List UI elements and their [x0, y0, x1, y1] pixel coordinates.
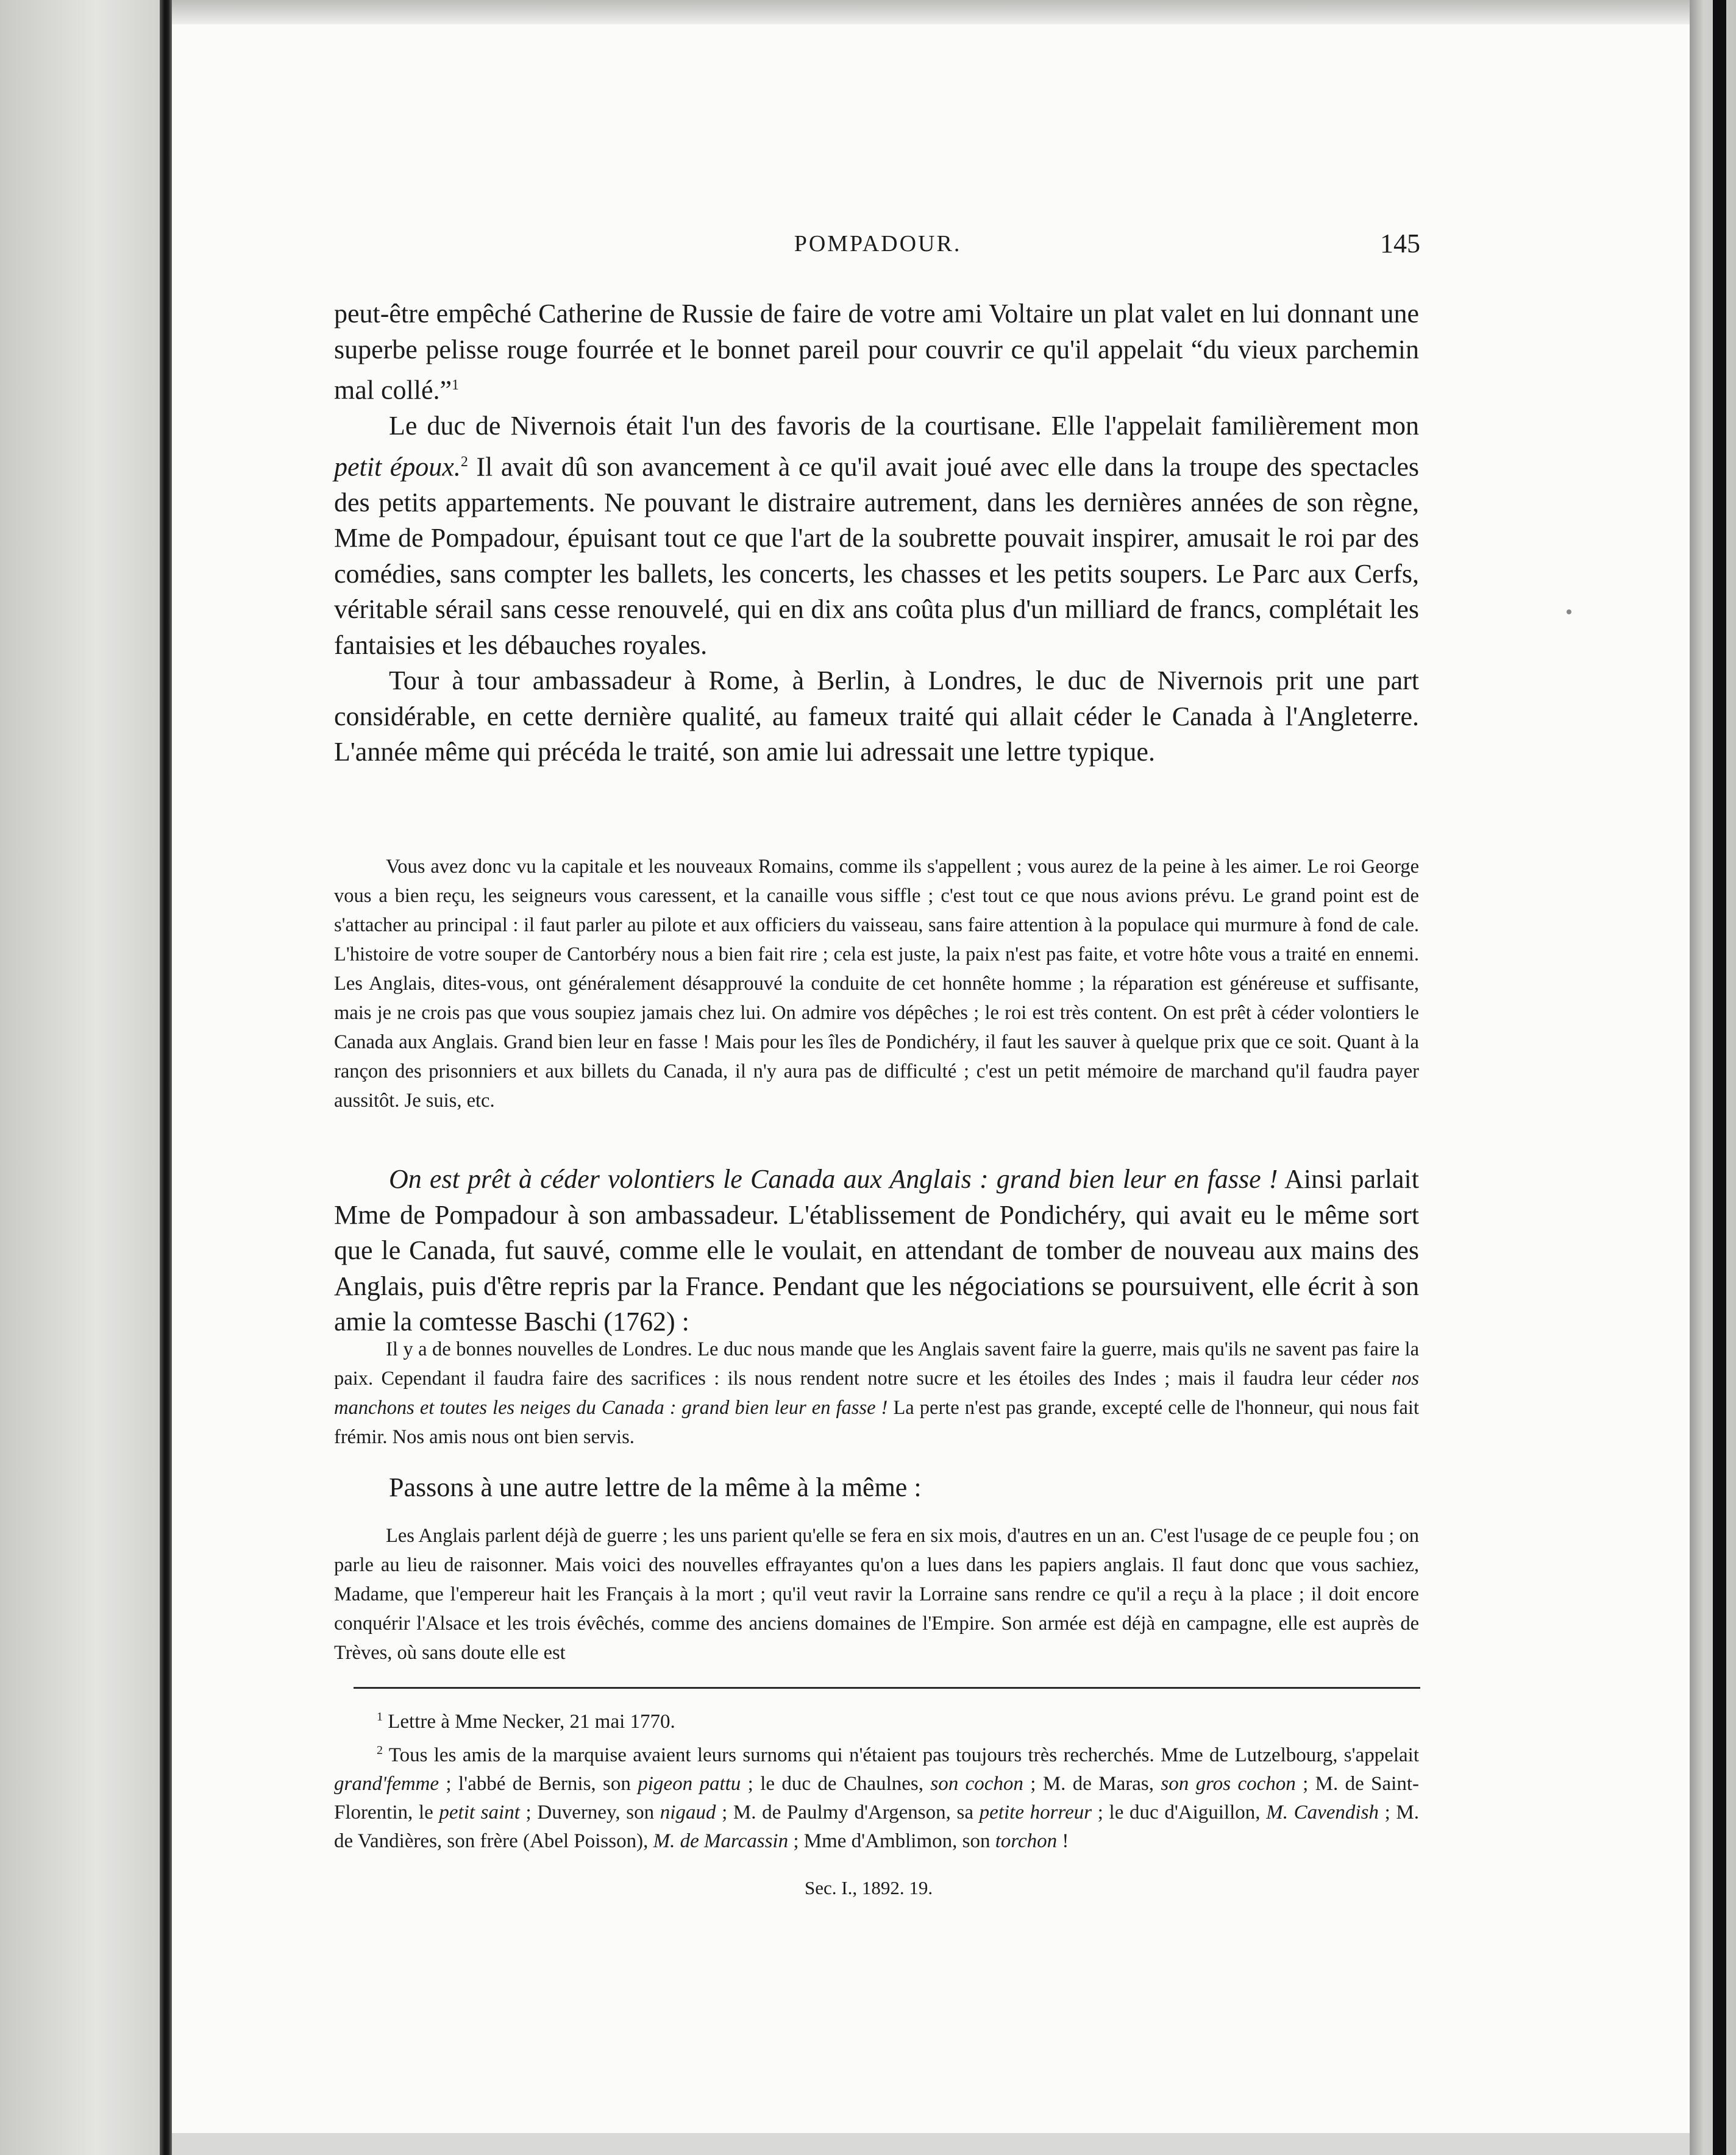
letter-quote-1-text: Vous avez donc vu la capitale et les nouveaux Romains, comme ils s'appellent ; vous aurez de la peine à les aimer. Le roi George vous a bien reçu, les seigneurs vous caressent, et la canaille vous siffle ; c'est tout ce que nous avions prévu. Le grand point est de s'attacher au principal : il faut parler au pilote et aux officiers du vaisseau, sans faire attention à la populace qui murmure à fond de cale. L'histoire de votre souper de Cantorbéry nous a bien fait rire ; cela est juste, la paix n'est pas faite, et votre hôte vous a traité en ennemi. Les Anglais, dites-vous, ont généralement désapprouvé la conduite de cet honnête homme ; la réparation est généreuse et suffisante, mais je ne crois pas que vous soupiez jamais chez lui. On admire vos dépêches ; le roi est très content. On est prêt à céder volontiers le Canada aux Anglais. Grand bien leur en fasse ! Mais pour les îles de Pondichéry, il faut les sauver à quelque prix que ce soit. Quant à la rançon des prisonniers et aux billets du Canada, il n'y aura pas de difficulté ; c'est un petit mémoire de marchand qu'il faudra payer aussitôt. Je suis, etc. — [334, 856, 1419, 1112]
letter-quote-2-text — [334, 1335, 1419, 1452]
footnote-2-mark: 2 — [377, 1744, 383, 1757]
paragraph-4-after: Ainsi parlait Mme de Pompadour à son ambassadeur. L'établissement de Pondichéry, qui avait eu le même sort que le Canada, fut sauvé, comme elle le voulait, en attendant de tomber de nouveau aux mains des Anglais, puis d'être repris par la France. Pendant que les négociations se poursuivent, elle écrit à son amie la comtesse Baschi (1762) : — [334, 1164, 1419, 1337]
footnote-2-text: ; Duverney, son — [519, 1802, 660, 1823]
nickname: torchon — [995, 1830, 1058, 1852]
signature-mark: Sec. I., 1892. 19. — [805, 1877, 933, 1898]
nickname: son gros cochon — [1161, 1773, 1296, 1795]
footnote-2-text: ; M. de Maras, — [1023, 1773, 1161, 1795]
page-top-shadow — [172, 0, 1690, 24]
scan-border — [1713, 0, 1726, 2155]
footnote-mark-2: 2 — [460, 453, 468, 470]
letter-quote-2 — [334, 1335, 1419, 1452]
nickname: petit saint — [439, 1802, 520, 1823]
paragraph-3: Tour à tour ambassadeur à Rome, à Berlin, à Londres, le duc de Nivernois prit une part considérable, en cette dernière qualité, au fameux traité qui allait céder le Canada à l'Angleterre. L'année même qui précéda le traité, son amie lui adressait une lettre typique. — [334, 666, 1419, 767]
paper-speck — [1567, 609, 1571, 614]
footnote-2 — [334, 1736, 1419, 1856]
paragraph-2-after: Il avait dû son avancement à ce qu'il avait joué avec elle dans la troupe des spectacles des petits appartements. Ne pouvant le distraire autrement, dans les dernières années de son règne, Mme de Pompadour, épuisant tout ce que l'art de la soubrette pouvait inspirer, amusait le roi par des comédies, sans compter les ballets, les concerts, les chasses et les petits soupers. Le Parc aux Cerfs, véritable sérail sans cesse renouvelé, qui en dix ans coûta plus d'un milliard de francs, complétait les fantaisies et les débauches royales. — [334, 452, 1420, 660]
nickname: M. de Marcassin — [653, 1830, 789, 1852]
paragraph-4 — [334, 1162, 1419, 1340]
running-title: POMPADOUR. — [794, 231, 962, 257]
nickname: petite horreur — [979, 1802, 1092, 1823]
nickname: grand'femme — [334, 1773, 439, 1795]
footnote-divider — [354, 1687, 1420, 1689]
facing-page-edge — [0, 0, 160, 2155]
footnote-2-text: ! — [1057, 1830, 1069, 1852]
page-header — [335, 230, 1420, 267]
letter-quote-3 — [334, 1521, 1419, 1667]
body-text-lower — [334, 1470, 1419, 1506]
letter-quote-2-before: Il y a de bonnes nouvelles de Londres. Le duc nous mande que les Anglais savent faire la guerre, mais qu'ils ne savent pas faire la paix. Cependant il faudra faire des sacrifices : ils nous rendent notre sucre et les étoiles des Indes ; mais il faudra leur céder — [334, 1338, 1419, 1390]
nickname: son cochon — [930, 1773, 1023, 1795]
nickname: M. Cavendish — [1266, 1802, 1379, 1823]
page-number: 145 — [1380, 229, 1420, 258]
body-text-middle — [334, 1162, 1419, 1340]
paragraph-1-text: peut-être empêché Catherine de Russie de faire de votre ami Voltaire un plat valet en lui donnant une superbe pelisse rouge fourrée et le bonnet pareil pour couvrir ce qu'il appelait “du vieux parchemin mal collé.” — [334, 299, 1419, 405]
footnote-2-text: ; le duc d'Aiguillon, — [1092, 1802, 1267, 1823]
footnote-2-text: ; M. de Paulmy d'Argenson, sa — [716, 1802, 980, 1823]
footnote-1-text: Lettre à Mme Necker, 21 mai 1770. — [388, 1711, 675, 1733]
paragraph-2-italic: petit époux. — [334, 452, 461, 482]
paragraph-4-italic: On est prêt à céder volontiers le Canada aux Anglais : grand bien leur en fasse ! — [389, 1164, 1278, 1194]
footnote-1-mark: 1 — [377, 1710, 383, 1724]
letter-quote-3-text: Les Anglais parlent déjà de guerre ; les uns parient qu'elle se fera en six mois, d'autres en un an. C'est l'usage de ce peuple fou ; on parle au lieu de raisonner. Mais voici des nouvelles effrayantes qu'on a lues dans les papiers anglais. Il faut donc que vous sachiez, Madame, que l'empereur hait les Français à la mort ; qu'il veut ravir la Lorraine sans rendre ce qu'il a reçu à la place ; il doit encore conquérir l'Alsace et les trois évêchés, comme des anciens domaines de l'Empire. Son armée est déjà en campagne, elle est auprès de Trèves, où sans doute elle est — [334, 1525, 1419, 1664]
nickname: pigeon pattu — [638, 1773, 741, 1795]
footnote-2-text: Tous les amis de la marquise avaient leurs surnoms qui n'étaient pas toujours très recherchés. Mme de Lutzelbourg, s'appelait — [388, 1744, 1420, 1766]
footnote-1 — [334, 1703, 1419, 1736]
paragraph-2 — [334, 408, 1419, 663]
letter-quote-2-after: La perte n'est pas grande, excepté celle de l'honneur, qui nous fait frémir. Nos amis nous ont bien servis. — [334, 1397, 1419, 1448]
footnotes — [334, 1703, 1419, 1856]
paragraph-1 — [334, 296, 1419, 408]
footnote-2-text: ; l'abbé de Bernis, son — [439, 1773, 638, 1795]
nickname: nigaud — [660, 1802, 716, 1823]
footnote-2-text: ; le duc de Chaulnes, — [741, 1773, 931, 1795]
paragraph-2-before: Le duc de Nivernois était l'un des favoris de la courtisane. Elle l'appelait familièrement mon — [389, 411, 1419, 441]
letter-quote-2-italic: nos manchons et toutes les neiges du Canada : grand bien leur en fasse ! — [334, 1368, 1419, 1419]
footnote-2-text: ; M. de Vandières, son frère (Abel Poisson), — [334, 1802, 1419, 1852]
letter-quote-1 — [334, 852, 1419, 1115]
book-binding — [160, 0, 172, 2155]
footnote-mark-1: 1 — [452, 377, 460, 393]
footnote-2-text: ; M. de Saint-Florentin, le — [334, 1773, 1419, 1823]
body-text-top — [334, 296, 1419, 770]
paragraph-5: Passons à une autre lettre de la même à la même : — [389, 1472, 922, 1502]
footnote-2-text: ; Mme d'Amblimon, son — [788, 1830, 995, 1852]
